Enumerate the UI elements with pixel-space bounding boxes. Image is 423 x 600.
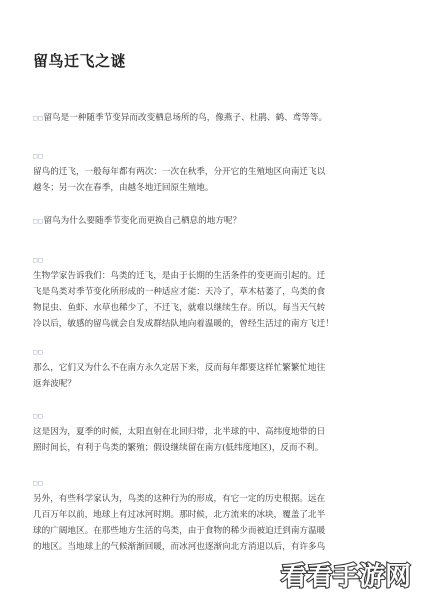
paragraph-line: 这是因为，夏季的时候，太阳直射在北回归带，北半球的中、高纬度地带的日	[33, 427, 326, 437]
paragraph-line: 照时间长，有利于鸟类的繁殖；假设继续留在南方(低纬度地区)，反而不利。	[33, 443, 324, 453]
paragraph-2	[33, 148, 385, 196]
watermark-logo-icon	[265, 554, 415, 594]
paragraph-1	[33, 110, 385, 126]
paragraph-3	[33, 213, 385, 229]
paragraph-4	[33, 252, 385, 332]
paragraph-line: 冷以后，敏感的留鸟就会自发成群结队地向着温暖的，曾经生活过的南方飞迁！	[33, 319, 334, 329]
watermark-text: 看看手游网	[280, 562, 411, 592]
missing-glyph-marker: □□	[33, 217, 44, 225]
paragraph-line: □□留鸟为什么要随季节变化而更换自己栖息的地方呢？	[33, 216, 242, 226]
paragraph-line: 另外，有些科学家认为，鸟类的这种行为的形成，有它一定的历史根据。远在	[33, 494, 326, 504]
site-watermark	[265, 554, 415, 594]
paragraph-line: 几百万年以前，地球上有过冰河时期。那时候，北方流来的冰块，覆盖了北半	[33, 510, 326, 520]
paragraph-5	[33, 344, 385, 392]
missing-glyph-marker: □□	[33, 412, 44, 420]
missing-glyph-marker: □□	[33, 348, 44, 356]
paragraph-6	[33, 408, 385, 456]
paragraph-line: 返奔波呢？	[33, 379, 76, 389]
missing-glyph-marker: □□	[33, 114, 44, 122]
paragraph-line: 物昆虫、鱼虾、水草也稀少了，不迁飞，就难以继续生存。所以，每当天气转	[33, 303, 326, 313]
paragraph-line: 球的广阔地区。在那些地方生活的鸟类，由于食物的稀少而被迫迁到南方温暖	[33, 526, 326, 536]
paragraph-line: □□留鸟是一种随季节变异而改变栖息场所的鸟，像燕子、杜鹃、鹤、鸢等等。	[33, 113, 328, 123]
paragraph-line: 生物学家告诉我们：鸟类的迁飞，是由于长期的生活条件的变更而引起的。迁	[33, 271, 326, 281]
page-title: 留鸟迁飞之谜	[33, 52, 127, 70]
paragraph-7	[33, 475, 385, 555]
paragraph-line: 飞是鸟类对季节变化所形成的一种适应才能：天冷了，草木枯萎了，鸟类的食	[33, 287, 326, 297]
missing-glyph-marker: □□	[33, 256, 44, 264]
paragraph-line: 的地区。当地球上的气候渐渐回暖，而冰河也逐渐向北方消退以后，有许多鸟	[33, 542, 326, 552]
missing-glyph-marker: □□	[33, 479, 44, 487]
paragraph-line: 越冬；另一次在春季，由越冬地迁回原生殖地。	[33, 183, 214, 193]
paragraph-line: 留鸟的迁飞，一般每年都有两次：一次在秋季，分开它的生殖地区向南迁飞以	[33, 167, 326, 177]
paragraph-line: 那么，它们又为什么不在南方永久定居下来，反而每年都要这样忙繁繁忙地往	[33, 363, 326, 373]
missing-glyph-marker: □□	[33, 152, 44, 160]
